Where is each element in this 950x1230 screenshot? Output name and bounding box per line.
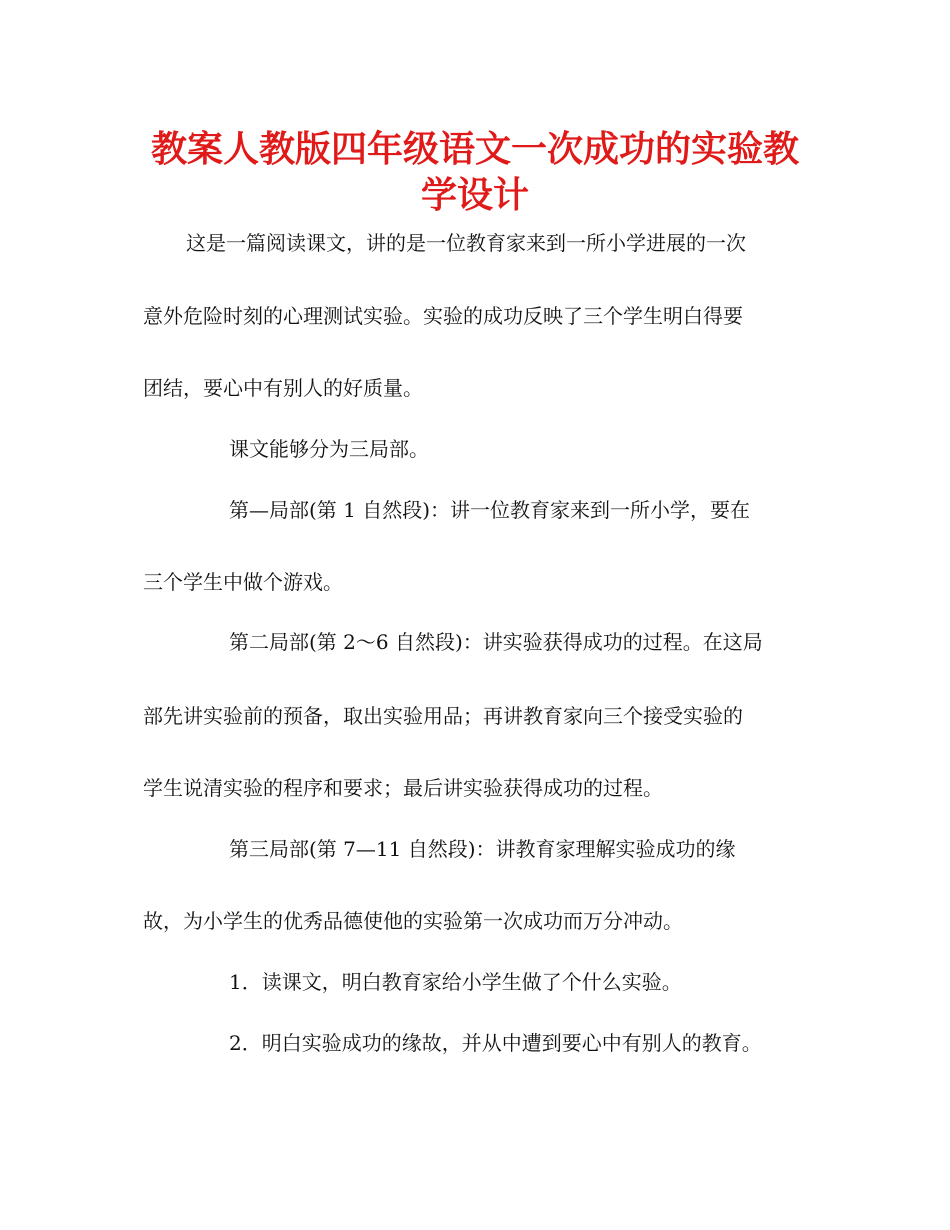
numbered-item-2: 2．明白实验成功的缘故，并从中遭到要心中有别人的教育。 xyxy=(229,1031,762,1055)
document-title-line-2: 学设计 xyxy=(420,175,529,216)
paragraph-4-line-2: 部先讲实验前的预备，取出实验用品；再讲教育家向三个接受实验的 xyxy=(143,704,743,728)
paragraph-1-line-3: 团结，要心中有别人的好质量。 xyxy=(143,376,423,400)
paragraph-4-line-3: 学生说清实验的程序和要求；最后讲实验获得成功的过程。 xyxy=(143,776,663,800)
paragraph-5-line-1: 第三局部(第 7—11 自然段)：讲教育家理解实验成功的缘 xyxy=(229,837,736,861)
numbered-item-1: 1．读课文，明白教育家给小学生做了个什么实验。 xyxy=(229,970,682,994)
paragraph-2-line-1: 课文能够分为三局部。 xyxy=(229,437,429,461)
paragraph-3-line-2: 三个学生中做个游戏。 xyxy=(143,570,343,594)
paragraph-1-line-2: 意外危险时刻的心理测试实验。实验的成功反映了三个学生明白得要 xyxy=(143,304,743,328)
paragraph-5-line-2: 故，为小学生的优秀品德使他的实验第一次成功而万分冲动。 xyxy=(143,909,683,933)
paragraph-1-line-1: 这是一篇阅读课文，讲的是一位教育家来到一所小学进展的一次 xyxy=(186,231,746,255)
paragraph-4-line-1: 第二局部(第 2～6 自然段)：讲实验获得成功的过程。在这局 xyxy=(229,630,763,654)
paragraph-3-line-1: 第—局部(第 1 自然段)：讲一位教育家来到一所小学，要在 xyxy=(229,498,751,522)
document-title-line-1: 教案人教版四年级语文一次成功的实验教 xyxy=(150,129,799,170)
